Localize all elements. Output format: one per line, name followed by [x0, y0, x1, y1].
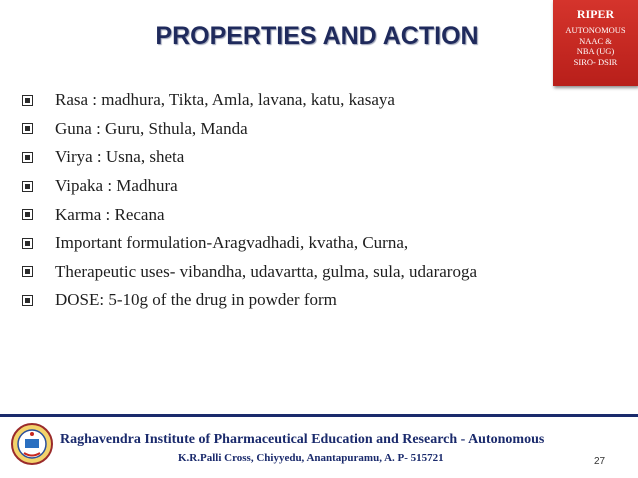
bullet-text: Vipaka : Madhura [55, 176, 178, 196]
badge-line: NBA (UG) [576, 46, 615, 56]
square-bullet-icon [22, 238, 33, 249]
badge-name: RIPER [576, 7, 615, 21]
bullet-item [22, 200, 477, 229]
square-bullet-icon [22, 123, 33, 134]
bullet-item [22, 258, 477, 287]
bullet-text: Karma : Recana [55, 204, 165, 224]
bullet-item [22, 286, 477, 315]
square-bullet-icon [22, 181, 33, 192]
bullet-text: Guna : Guru, Sthula, Manda [55, 118, 248, 138]
square-bullet-icon [22, 266, 33, 277]
badge-line: SIRO- DSIR [573, 56, 618, 67]
bullet-list [22, 86, 477, 315]
bullet-text: Therapeutic uses- vibandha, udavartta, gulma, sula, udararoga [55, 261, 478, 281]
slide-title: PROPERTIES AND ACTION [155, 22, 479, 50]
bullet-text: Rasa : madhura, Tikta, Amla, lavana, katu, kasaya [55, 90, 395, 110]
footer-institution: Raghavendra Institute of Pharmaceutical Education and Research - Autonomous [60, 432, 545, 447]
bullet-text: Important formulation-Aragvadhadi, kvatha, Curna, [55, 233, 409, 253]
square-bullet-icon [22, 152, 33, 163]
square-bullet-icon [22, 95, 33, 106]
page-number: 27 [594, 456, 606, 467]
badge-line: AUTONOMOUS [565, 25, 626, 35]
bullet-text: DOSE: 5-10g of the drug in powder form [55, 290, 337, 310]
bullet-item [22, 229, 477, 258]
bullet-item [22, 86, 477, 115]
bullet-text: Virya : Usna, sheta [55, 147, 185, 167]
bullet-item [22, 172, 477, 201]
riper-badge [553, 0, 638, 86]
footer-address: K.R.Palli Cross, Chiyyedu, Anantapuramu, A. P- 515721 [178, 452, 444, 464]
bullet-item [22, 143, 477, 172]
badge-line: NAAC & [579, 35, 612, 46]
institution-logo-icon [10, 422, 54, 466]
footer-divider [0, 414, 638, 417]
bullet-item [22, 115, 477, 144]
square-bullet-icon [22, 209, 33, 220]
square-bullet-icon [22, 295, 33, 306]
